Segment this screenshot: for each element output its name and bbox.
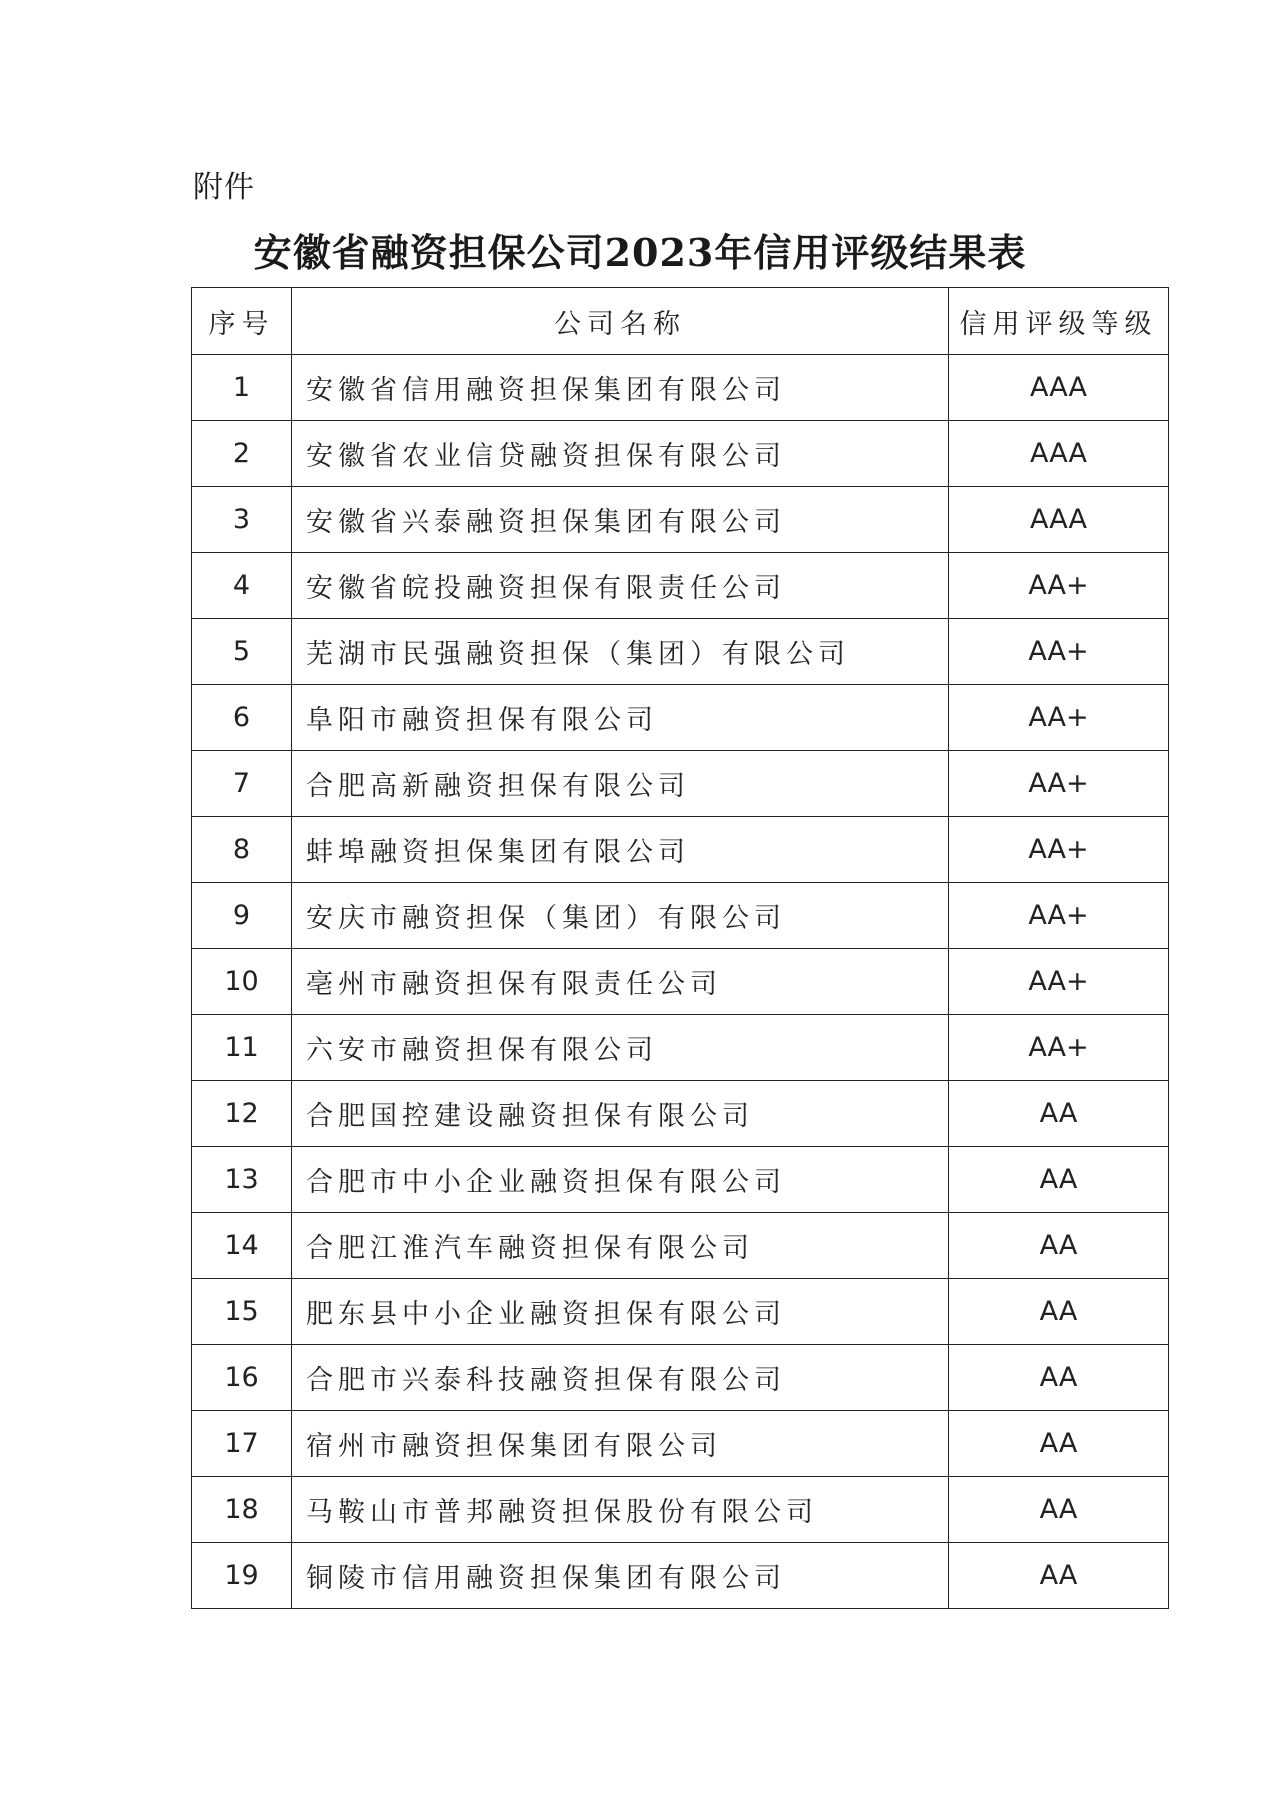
table-body: [192, 355, 1169, 1609]
table-row: [192, 949, 1169, 1015]
row-rating: AA+: [949, 883, 1169, 949]
row-company-name: 安庆市融资担保（集团）有限公司: [292, 883, 949, 949]
row-no: 16: [192, 1345, 292, 1411]
row-rating: AA: [949, 1345, 1169, 1411]
row-no: 13: [192, 1147, 292, 1213]
row-company-name: 亳州市融资担保有限责任公司: [292, 949, 949, 1015]
row-company-name: 安徽省皖投融资担保有限责任公司: [292, 553, 949, 619]
row-company-name: 合肥市中小企业融资担保有限公司: [292, 1147, 949, 1213]
row-rating: AA+: [949, 751, 1169, 817]
table-row: [192, 817, 1169, 883]
row-rating: AAA: [949, 487, 1169, 553]
table-row: [192, 1345, 1169, 1411]
table-row: [192, 883, 1169, 949]
row-company-name: 蚌埠融资担保集团有限公司: [292, 817, 949, 883]
row-rating: AA: [949, 1411, 1169, 1477]
table-header-row: [192, 288, 1169, 355]
row-no: 10: [192, 949, 292, 1015]
row-no: 9: [192, 883, 292, 949]
row-company-name: 六安市融资担保有限公司: [292, 1015, 949, 1081]
rating-table: [191, 287, 1169, 1609]
table-row: [192, 1477, 1169, 1543]
row-company-name: 合肥国控建设融资担保有限公司: [292, 1081, 949, 1147]
table-row: [192, 553, 1169, 619]
row-company-name: 安徽省农业信贷融资担保有限公司: [292, 421, 949, 487]
row-rating: AA: [949, 1147, 1169, 1213]
header-company-name: 公司名称: [292, 288, 949, 355]
row-company-name: 铜陵市信用融资担保集团有限公司: [292, 1543, 949, 1609]
row-no: 3: [192, 487, 292, 553]
table-row: [192, 1081, 1169, 1147]
table-row: [192, 1015, 1169, 1081]
row-no: 5: [192, 619, 292, 685]
row-rating: AA+: [949, 1015, 1169, 1081]
table-row: [192, 1543, 1169, 1609]
row-rating: AA: [949, 1279, 1169, 1345]
row-no: 2: [192, 421, 292, 487]
row-company-name: 宿州市融资担保集团有限公司: [292, 1411, 949, 1477]
row-rating: AA+: [949, 685, 1169, 751]
table-row: [192, 1411, 1169, 1477]
row-rating: AA+: [949, 553, 1169, 619]
row-no: 12: [192, 1081, 292, 1147]
row-company-name: 合肥市兴泰科技融资担保有限公司: [292, 1345, 949, 1411]
row-rating: AAA: [949, 355, 1169, 421]
row-company-name: 安徽省信用融资担保集团有限公司: [292, 355, 949, 421]
row-company-name: 阜阳市融资担保有限公司: [292, 685, 949, 751]
row-no: 6: [192, 685, 292, 751]
table-row: [192, 685, 1169, 751]
table-row: [192, 1147, 1169, 1213]
row-company-name: 芜湖市民强融资担保（集团）有限公司: [292, 619, 949, 685]
document-title: 安徽省融资担保公司2023年信用评级结果表: [253, 230, 1027, 275]
header-no: 序号: [192, 288, 292, 355]
header-rating: 信用评级等级: [949, 288, 1169, 355]
row-rating: AA+: [949, 949, 1169, 1015]
row-rating: AA: [949, 1081, 1169, 1147]
table-row: [192, 355, 1169, 421]
row-rating: AA+: [949, 619, 1169, 685]
row-no: 4: [192, 553, 292, 619]
row-no: 11: [192, 1015, 292, 1081]
row-company-name: 安徽省兴泰融资担保集团有限公司: [292, 487, 949, 553]
row-no: 7: [192, 751, 292, 817]
row-company-name: 合肥江淮汽车融资担保有限公司: [292, 1213, 949, 1279]
row-no: 15: [192, 1279, 292, 1345]
row-no: 18: [192, 1477, 292, 1543]
row-company-name: 马鞍山市普邦融资担保股份有限公司: [292, 1477, 949, 1543]
attachment-label: 附件: [193, 170, 255, 205]
row-rating: AA: [949, 1477, 1169, 1543]
table-row: [192, 1279, 1169, 1345]
row-no: 8: [192, 817, 292, 883]
table-row: [192, 1213, 1169, 1279]
row-no: 19: [192, 1543, 292, 1609]
row-company-name: 肥东县中小企业融资担保有限公司: [292, 1279, 949, 1345]
row-rating: AA+: [949, 817, 1169, 883]
row-rating: AA: [949, 1543, 1169, 1609]
row-no: 14: [192, 1213, 292, 1279]
table-row: [192, 619, 1169, 685]
row-no: 17: [192, 1411, 292, 1477]
row-rating: AAA: [949, 421, 1169, 487]
row-rating: AA: [949, 1213, 1169, 1279]
row-no: 1: [192, 355, 292, 421]
table-row: [192, 487, 1169, 553]
row-company-name: 合肥高新融资担保有限公司: [292, 751, 949, 817]
table-row: [192, 421, 1169, 487]
table-row: [192, 751, 1169, 817]
